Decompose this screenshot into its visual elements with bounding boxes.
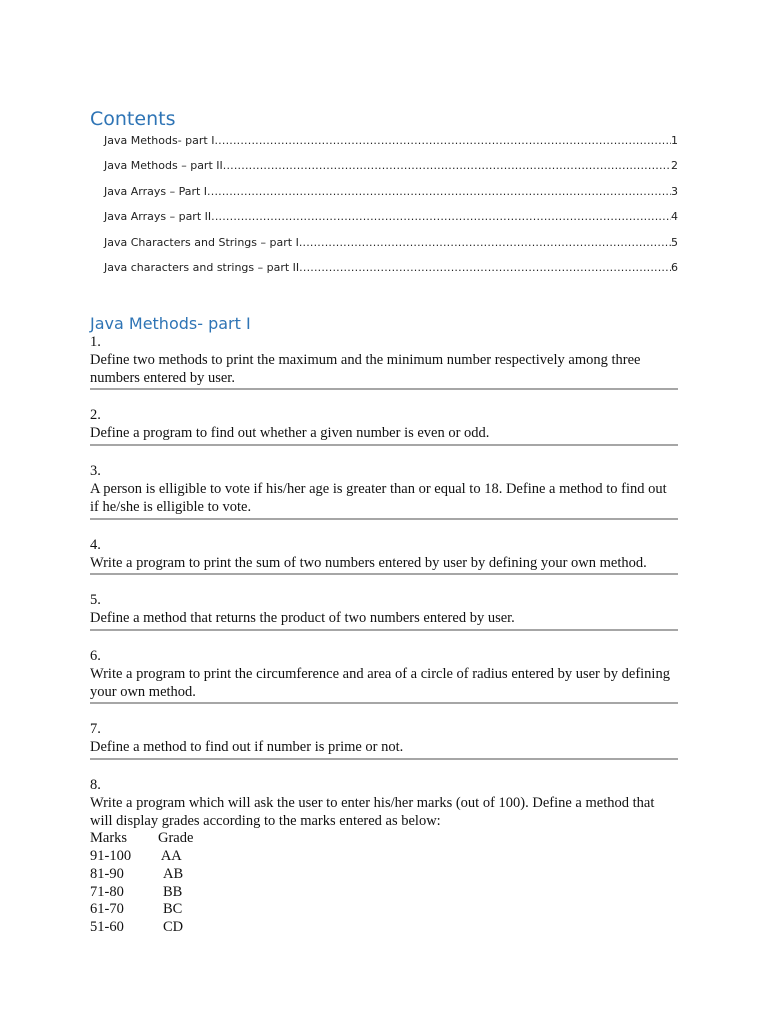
question-item [90, 334, 678, 390]
grade-table-header [90, 830, 678, 848]
question-text: Write a program which will ask the user to enter his/her marks (out of 100). Define a method that will display grades according to the marks entered as below: [90, 795, 655, 829]
toc-entry[interactable] [104, 185, 678, 210]
toc-entry-title: Java Arrays – Part I [104, 184, 208, 198]
toc-entry-title: Java Characters and Strings – part I [104, 235, 299, 249]
toc-entry[interactable] [104, 134, 678, 159]
question-text: Write a program to print the circumference and area of a circle of radius entered by user by defining your own method. [90, 665, 670, 700]
question-list [90, 334, 678, 937]
question-text: Define a method that returns the product of two numbers entered by user. [90, 610, 515, 627]
question-number: 3. [90, 463, 101, 480]
grade-table-row [90, 866, 678, 884]
toc-entry[interactable] [104, 159, 678, 184]
grade-table-row [90, 919, 678, 937]
question-text: Define two methods to print the maximum and the minimum number respectively among three numbers entered by user. [90, 352, 641, 386]
question-item [90, 592, 678, 631]
toc-leader-dots [299, 236, 671, 249]
grade-marks: 71-80 [90, 883, 124, 900]
question-item [90, 407, 678, 446]
grade-value: AB [163, 865, 184, 882]
grade-value: CD [163, 918, 184, 935]
grade-header-grade: Grade [158, 830, 194, 847]
grade-marks: 81-90 [90, 865, 124, 882]
toc-entry-page: 2 [671, 159, 678, 173]
toc-leader-dots [207, 185, 671, 198]
question-item [90, 537, 678, 576]
table-of-contents [104, 134, 678, 286]
grade-table-row [90, 884, 678, 902]
grade-table-row [90, 848, 678, 866]
question-text: Write a program to print the sum of two numbers entered by user by defining your own method. [90, 554, 647, 571]
grade-marks: 61-70 [90, 901, 124, 918]
toc-entry[interactable] [104, 236, 678, 261]
question-number: 8. [90, 777, 101, 794]
question-number: 4. [90, 536, 101, 553]
question-number: 2. [90, 407, 101, 424]
question-item [90, 777, 678, 937]
toc-leader-dots [211, 210, 671, 223]
toc-entry-page: 4 [671, 210, 678, 224]
grade-table [90, 830, 678, 936]
grade-value: AA [158, 848, 182, 865]
question-text: A person is elligible to vote if his/her age is greater than or equal to 18. Define a method to find out if he/she is elligible to vote. [90, 481, 667, 515]
toc-entry-title: Java characters and strings – part II [104, 260, 300, 274]
grade-value: BC [163, 901, 183, 918]
grade-value: BB [163, 883, 183, 900]
question-item [90, 648, 678, 704]
question-item [90, 463, 678, 519]
toc-entry[interactable] [104, 210, 678, 235]
question-text: Define a method to find out if number is prime or not. [90, 739, 404, 756]
toc-entry[interactable] [104, 261, 678, 286]
question-number: 5. [90, 592, 101, 609]
question-number: 1. [90, 334, 101, 350]
question-number: 7. [90, 721, 101, 738]
toc-entry-page: 6 [671, 260, 678, 274]
toc-entry-page: 1 [671, 134, 678, 147]
grade-marks: 51-60 [90, 918, 124, 935]
toc-leader-dots [299, 261, 671, 274]
question-item [90, 721, 678, 760]
toc-leader-dots [223, 159, 671, 172]
toc-heading: Contents [90, 108, 176, 130]
grade-header-marks: Marks [90, 830, 128, 847]
toc-entry-title: Java Methods – part II [104, 159, 223, 173]
toc-entry-page: 3 [671, 184, 678, 198]
question-number: 6. [90, 647, 101, 664]
toc-leader-dots [214, 134, 671, 147]
grade-marks: 91-100 [90, 848, 132, 865]
toc-entry-title: Java Arrays – part II [104, 210, 212, 224]
question-text: Define a program to find out whether a given number is even or odd. [90, 425, 490, 442]
section-heading: Java Methods- part I [90, 314, 251, 333]
grade-table-row [90, 901, 678, 919]
toc-entry-page: 5 [671, 235, 678, 249]
toc-entry-title: Java Methods- part I [104, 134, 215, 147]
